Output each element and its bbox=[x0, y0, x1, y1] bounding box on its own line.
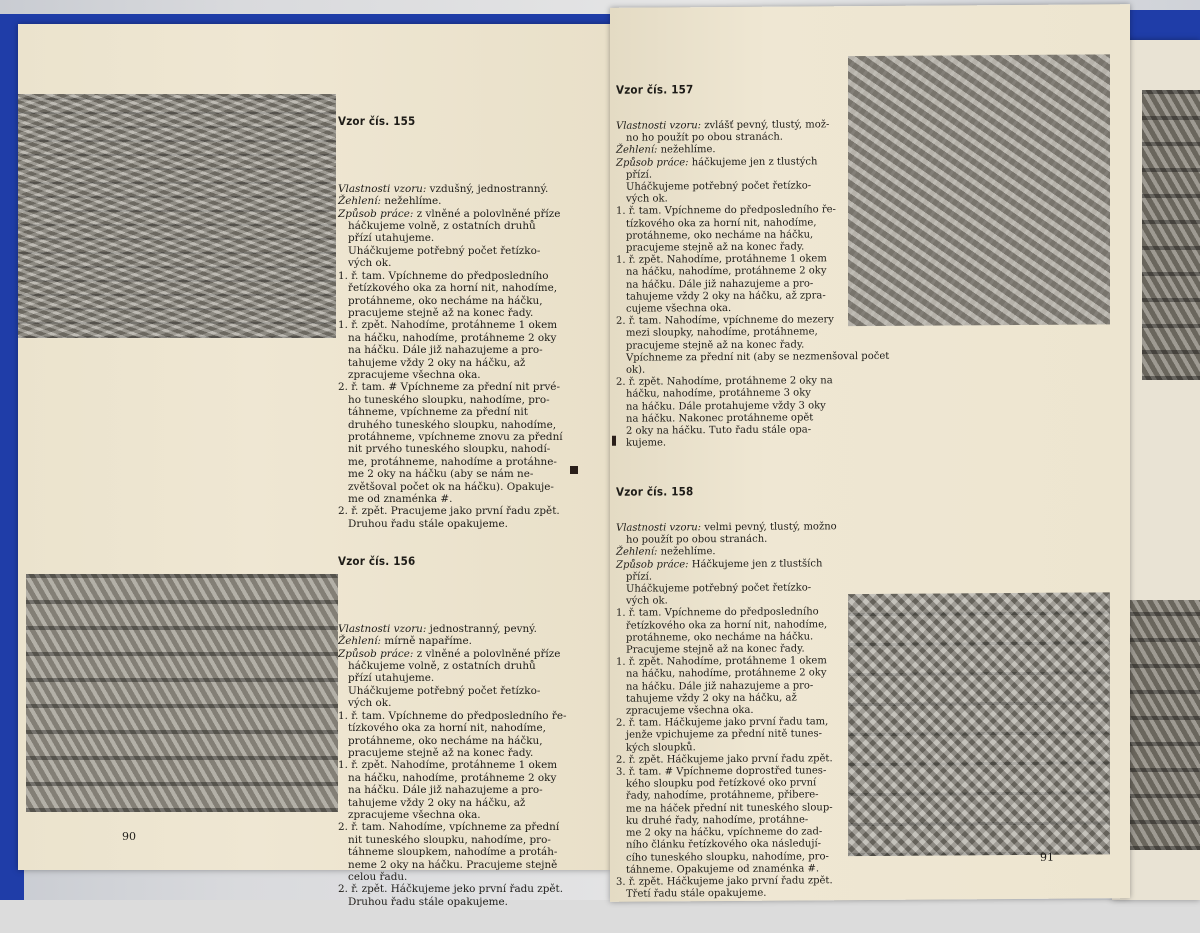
text-line bbox=[338, 859, 606, 871]
field-text: kých sloupků. bbox=[626, 741, 696, 754]
field-label: Vlastnosti vzoru: bbox=[338, 622, 427, 635]
field-label: Žehlení: bbox=[616, 546, 658, 559]
field-text: jenže vpichujeme za přední nitě tunes- bbox=[626, 728, 822, 742]
text-line bbox=[338, 660, 606, 672]
field-text: mezi sloupky, nahodíme, protáhneme, bbox=[626, 326, 818, 340]
field-label: Způsob práce: bbox=[616, 156, 689, 169]
field-text: velmi pevný, tlustý, možno bbox=[701, 521, 837, 534]
pattern-157-title: Vzor čís. 157 bbox=[616, 82, 694, 98]
field-text: tízkového oka za horní nit, nahodíme, bbox=[348, 722, 546, 735]
text-line bbox=[338, 456, 606, 468]
field-text: neme 2 oky na háčku. Pracujeme stejně bbox=[348, 858, 558, 871]
text-line bbox=[338, 896, 606, 908]
text-line bbox=[338, 784, 606, 796]
text-line bbox=[338, 635, 606, 647]
text-line bbox=[338, 871, 606, 883]
text-line bbox=[338, 220, 606, 232]
field-text: protáhneme, oko necháme na háčku, bbox=[348, 294, 543, 307]
text-line bbox=[338, 883, 606, 895]
text-line bbox=[338, 344, 606, 356]
field-text: 1. ř. zpět. Nahodíme, protáhneme 1 okem bbox=[616, 253, 827, 267]
field-text: 3. ř. zpět. Háčkujeme jako první řadu zpět. bbox=[616, 875, 833, 888]
text-line bbox=[338, 809, 606, 821]
field-text: na háčku. Dále již nahazujeme a pro- bbox=[626, 278, 814, 291]
field-text: vých ok. bbox=[348, 697, 392, 710]
field-text: Háčkujeme jen z tlustších bbox=[688, 557, 823, 570]
field-text: Uháčkujeme potřebný počet řetízko- bbox=[626, 582, 812, 595]
text-line bbox=[338, 282, 606, 294]
field-text: háčku, nahodíme, protáhneme 3 oky bbox=[626, 387, 811, 401]
text-line bbox=[616, 350, 890, 365]
field-label: Vlastnosti vzoru: bbox=[616, 522, 702, 534]
field-text: druhého tuneského sloupku, nahodíme, bbox=[348, 418, 557, 431]
field-text: me 2 oky na háčku, vpíchneme do zad- bbox=[626, 826, 823, 839]
field-text: Třetí řadu stále opakujeme. bbox=[626, 887, 767, 900]
text-line bbox=[338, 232, 606, 244]
field-text: zvětšoval počet ok na háčku). Opakuje- bbox=[348, 480, 554, 493]
field-text: 2. ř. zpět. Nahodíme, protáhneme 2 oky na bbox=[616, 375, 833, 389]
field-text: háčkujeme volně, z ostatních druhů bbox=[348, 660, 536, 673]
section-marker-right bbox=[612, 436, 616, 446]
field-text: na háčku, nahodíme, protáhneme 2 oky bbox=[348, 331, 557, 344]
field-text: me na háček přední nit tuneského sloup- bbox=[626, 801, 833, 815]
field-text: Uháčkujeme potřebný počet řetízko- bbox=[348, 684, 541, 697]
field-text: na háčku, nahodíme, protáhneme 2 oky bbox=[348, 771, 557, 784]
pattern-156-title: Vzor čís. 156 bbox=[338, 553, 416, 568]
text-line bbox=[338, 697, 606, 709]
field-text: 2 oky na háčku. Tuto řadu stále opa- bbox=[626, 424, 812, 437]
pattern-155-text bbox=[338, 90, 606, 555]
field-text: Druhou řadu stále opakujeme. bbox=[348, 895, 508, 908]
text-line bbox=[338, 481, 606, 493]
text-line bbox=[338, 821, 606, 833]
field-text: protáhneme, oko necháme na háčku, bbox=[348, 734, 543, 747]
field-text: vých ok. bbox=[626, 193, 668, 205]
text-line bbox=[338, 623, 606, 635]
field-text: ho použít po obou stranách. bbox=[626, 533, 768, 546]
field-text: táhneme, vpíchneme za přední nit bbox=[348, 406, 528, 419]
field-text: nit prvého tuneského sloupku, nahodí- bbox=[348, 443, 551, 456]
text-line bbox=[616, 631, 848, 645]
pattern-photo-peek-bottom bbox=[1120, 600, 1200, 850]
text-line bbox=[338, 319, 606, 331]
field-text: háčkujeme volně, z ostatních druhů bbox=[348, 220, 536, 233]
pattern-photo-peek-top bbox=[1142, 90, 1200, 380]
field-text: 1. ř. tam. Vpíchneme do předposledního ře- bbox=[338, 709, 567, 722]
page-number-left: 90 bbox=[122, 830, 136, 843]
pattern-157-photo bbox=[848, 54, 1110, 326]
text-line bbox=[338, 797, 606, 809]
field-text: vých ok. bbox=[626, 595, 668, 607]
text-line bbox=[616, 290, 846, 304]
field-text: přízí. bbox=[626, 169, 653, 181]
text-line bbox=[338, 183, 606, 195]
field-text: na háčku. Dále již nahazujeme a pro- bbox=[348, 344, 543, 357]
field-text: mírně napaříme. bbox=[381, 635, 472, 648]
pattern-155-lines bbox=[338, 183, 606, 530]
field-text: pracujeme stejně až na konec řady. bbox=[626, 339, 805, 352]
text-line bbox=[338, 369, 606, 381]
text-line bbox=[338, 381, 606, 393]
field-text: Pracujeme stejně až na konec řady. bbox=[626, 643, 805, 656]
page-number-right: 91 bbox=[1040, 850, 1054, 864]
field-text: na háčku. Dále protahujeme vždy 3 oky bbox=[626, 399, 826, 413]
field-text: 1. ř. zpět. Nahodíme, protáhneme 1 okem bbox=[338, 759, 558, 772]
field-text: 1. ř. tam. Vpíchneme do předposledního ře- bbox=[616, 204, 836, 218]
field-text: na háčku. Dále již nahazujeme a pro- bbox=[626, 680, 814, 693]
pattern-155-title: Vzor čís. 155 bbox=[338, 113, 416, 128]
field-label: Vlastnosti vzoru: bbox=[616, 120, 702, 132]
text-line bbox=[616, 802, 848, 816]
field-text: na háčku, nahodíme, protáhneme 2 oky bbox=[626, 667, 827, 681]
field-text: me od znaménka #. bbox=[348, 493, 453, 505]
field-text: pracujeme stejně až na konec řady. bbox=[348, 746, 534, 759]
text-line bbox=[338, 493, 606, 505]
pattern-156-text bbox=[338, 530, 606, 933]
field-text: přízí utahujeme. bbox=[348, 232, 435, 245]
text-line bbox=[616, 436, 846, 450]
field-text: 1. ř. zpět. Nahodíme, protáhneme 1 okem bbox=[616, 655, 827, 669]
field-text: cujeme všechna oka. bbox=[626, 303, 732, 315]
text-line bbox=[616, 229, 846, 243]
text-line bbox=[338, 648, 606, 660]
text-line bbox=[338, 431, 606, 443]
pattern-158-text bbox=[616, 460, 848, 925]
field-text: tahujeme vždy 2 oky na háčku, až bbox=[348, 356, 526, 369]
field-text: řady, nahodíme, protáhneme, přibere- bbox=[626, 789, 819, 803]
field-text: pracujeme stejně až na konec řady. bbox=[626, 241, 805, 254]
field-label: Žehlení: bbox=[338, 195, 382, 208]
field-label: Způsob práce: bbox=[338, 207, 414, 220]
text-line bbox=[338, 257, 606, 269]
field-text: na háčku. Dále již nahazujeme a pro- bbox=[348, 784, 543, 797]
field-text: kujeme. bbox=[626, 437, 667, 450]
field-text: ok). bbox=[626, 364, 646, 376]
pattern-158-title: Vzor čís. 158 bbox=[616, 484, 694, 500]
field-label: Způsob práce: bbox=[616, 558, 689, 571]
text-line bbox=[616, 558, 848, 572]
text-line bbox=[338, 505, 606, 517]
field-label: Žehlení: bbox=[338, 635, 382, 648]
pattern-156-lines bbox=[338, 623, 606, 908]
field-text: ku druhé řady, nahodíme, protáhne- bbox=[626, 814, 809, 827]
field-text: cího tuneského sloupku, nahodíme, pro- bbox=[626, 850, 829, 864]
field-text: no ho použít po obou stranách. bbox=[626, 131, 783, 144]
field-text: nežehlíme. bbox=[657, 144, 716, 156]
text-line bbox=[338, 307, 606, 319]
field-text: 3. ř. tam. # Vpíchneme doprostřed tunes- bbox=[616, 765, 827, 778]
field-text: z vlněné a polovlněné příze bbox=[413, 207, 561, 220]
text-line bbox=[338, 834, 606, 846]
text-line bbox=[616, 119, 846, 133]
field-text: tahujeme vždy 2 oky na háčku, až zpra- bbox=[626, 290, 826, 303]
field-text: 2. ř. tam. Nahodíme, vpíchneme do mezery bbox=[616, 314, 834, 328]
text-line bbox=[338, 759, 606, 771]
field-text: protáhneme, vpíchneme znovu za přední bbox=[348, 430, 563, 443]
field-text: háčkujeme jen z tlustých bbox=[688, 155, 818, 168]
text-line bbox=[338, 195, 606, 207]
text-line bbox=[338, 722, 606, 734]
text-line bbox=[338, 295, 606, 307]
field-text: přízí. bbox=[626, 571, 653, 583]
field-text: 2. ř. tam. Nahodíme, vpíchneme za přední bbox=[338, 821, 560, 834]
field-text: z vlněné a polovlněné příze bbox=[413, 647, 561, 660]
field-text: jednostranný, pevný. bbox=[426, 622, 537, 635]
text-line bbox=[338, 357, 606, 369]
field-text: Vpíchneme za přední nit (aby se nezmenšoval počet bbox=[626, 350, 890, 364]
field-text: zpracujeme všechna oka. bbox=[626, 704, 754, 717]
field-text: kého sloupku pod řetízkové oko první bbox=[626, 777, 817, 790]
field-label: Vlastnosti vzoru: bbox=[338, 182, 427, 195]
text-line bbox=[338, 685, 606, 697]
text-line bbox=[338, 406, 606, 418]
field-text: 2. ř. zpět. Pracujeme jako první řadu zpět. bbox=[338, 505, 560, 518]
field-text: 2. ř. tam. # Vpíchneme za přední nit prvé- bbox=[338, 381, 560, 394]
text-line bbox=[616, 680, 848, 694]
pattern-158-photo bbox=[848, 592, 1110, 856]
field-label: Způsob práce: bbox=[338, 647, 414, 660]
field-text: 1. ř. tam. Vpíchneme do předposledního bbox=[616, 606, 819, 620]
field-text: vých ok. bbox=[348, 257, 392, 270]
field-text: pracujeme stejně až na konec řady. bbox=[348, 306, 534, 319]
text-line bbox=[616, 412, 846, 426]
text-line bbox=[338, 394, 606, 406]
text-line bbox=[616, 375, 846, 389]
text-line bbox=[616, 875, 848, 889]
text-line bbox=[338, 735, 606, 747]
field-text: táhneme. Opakujeme od znaménka #. bbox=[626, 863, 820, 876]
text-line bbox=[338, 846, 606, 858]
section-marker bbox=[570, 466, 578, 474]
field-text: na háčku, nahodíme, protáhneme 2 oky bbox=[626, 265, 827, 279]
field-text: táhneme sloupkem, nahodíme a protáh- bbox=[348, 846, 558, 859]
text-line bbox=[338, 672, 606, 684]
field-text: me 2 oky na háčku (aby se nám ne- bbox=[348, 468, 534, 481]
field-text: na háčku. Nakonec protáhneme opět bbox=[626, 412, 814, 425]
text-line bbox=[338, 518, 606, 530]
field-text: celou řadu. bbox=[348, 870, 408, 883]
text-line bbox=[338, 747, 606, 759]
field-text: nit tuneského sloupku, nahodíme, pro- bbox=[348, 833, 551, 846]
field-text: nežehlíme. bbox=[657, 546, 716, 558]
field-text: nežehlíme. bbox=[381, 195, 442, 208]
text-line bbox=[338, 419, 606, 431]
field-text: protáhneme, oko necháme na háčku. bbox=[626, 631, 814, 644]
field-text: Uháčkujeme potřebný počet řetízko- bbox=[626, 180, 812, 193]
field-text: tahujeme vždy 2 oky na háčku, až bbox=[626, 692, 797, 705]
text-line bbox=[338, 468, 606, 480]
field-text: vzdušný, jednostranný. bbox=[426, 182, 549, 195]
field-text: tízkového oka za horní nit, nahodíme, bbox=[626, 217, 817, 230]
field-text: protáhneme, oko necháme na háčku, bbox=[626, 229, 814, 242]
field-text: zpracujeme všechna oka. bbox=[348, 808, 481, 821]
pattern-157-lines bbox=[616, 119, 890, 450]
left-page bbox=[18, 24, 610, 908]
field-text: řetízkového oka za horní nit, nahodíme, bbox=[626, 618, 828, 632]
field-text: Druhou řadu stále opakujeme. bbox=[348, 517, 508, 530]
text-line bbox=[338, 208, 606, 220]
pattern-158-lines bbox=[616, 521, 848, 901]
text-line bbox=[338, 443, 606, 455]
field-text: zvlášť pevný, tlustý, mož- bbox=[701, 119, 830, 132]
text-line bbox=[616, 156, 846, 170]
text-line bbox=[338, 332, 606, 344]
text-line bbox=[616, 729, 848, 743]
field-text: 2. ř. zpět. Háčkujeme jako první řadu zpět. bbox=[616, 753, 833, 766]
pattern-155-photo bbox=[18, 94, 336, 338]
pattern-157-text bbox=[616, 58, 890, 475]
text-line bbox=[338, 245, 606, 257]
field-text: ho tuneského sloupku, nahodíme, pro- bbox=[348, 393, 550, 406]
field-label: Žehlení: bbox=[616, 144, 658, 157]
text-line bbox=[616, 327, 846, 341]
field-text: zpracujeme všechna oka. bbox=[348, 368, 481, 381]
right-page bbox=[610, 4, 1130, 902]
field-text: řetízkového oka za horní nit, nahodíme, bbox=[348, 282, 558, 295]
field-text: 2. ř. tam. Háčkujeme jako první řadu tam, bbox=[616, 716, 829, 730]
field-text: 1. ř. zpět. Nahodíme, protáhneme 1 okem bbox=[338, 319, 558, 332]
text-line bbox=[616, 887, 848, 901]
text-line bbox=[338, 772, 606, 784]
field-text: 2. ř. zpět. Háčkujeme jeko první řadu zpět. bbox=[338, 883, 564, 896]
text-line bbox=[338, 270, 606, 282]
field-text: ního článku řetízkového oka následují- bbox=[626, 838, 822, 852]
field-text: Uháčkujeme potřebný počet řetízko- bbox=[348, 244, 541, 257]
pattern-156-photo bbox=[26, 574, 338, 812]
field-text: přízí utahujeme. bbox=[348, 672, 435, 685]
field-text: tahujeme vždy 2 oky na háčku, až bbox=[348, 796, 526, 809]
text-line bbox=[616, 521, 848, 535]
text-line bbox=[338, 710, 606, 722]
field-text: me, protáhneme, nahodíme a protáhne- bbox=[348, 455, 557, 468]
field-text: 1. ř. tam. Vpíchneme do předposledního bbox=[338, 269, 549, 282]
